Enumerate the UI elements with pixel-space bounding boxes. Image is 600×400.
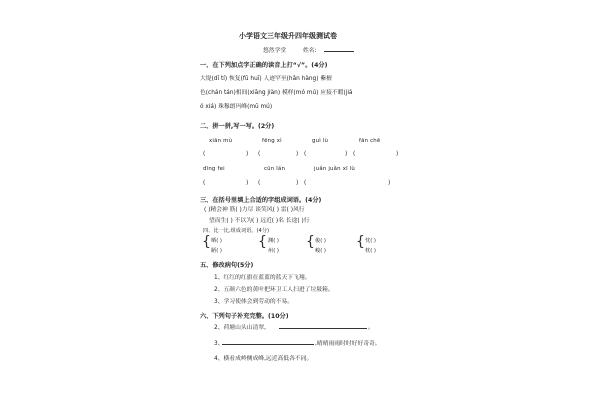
answer-paren-open[interactable]: ( (304, 180, 307, 186)
section-6-heading: 六、下列句子补充完整。(10分) (200, 313, 289, 320)
answer-paren-open[interactable]: ( (203, 151, 206, 157)
s2-pinyin: cūn lán (264, 166, 286, 172)
answer-paren-open[interactable]: ( (203, 180, 206, 186)
fill-in-blank[interactable] (279, 322, 367, 329)
s5-item: 2、五颜六色的黄叶把环卫工人扫进了垃圾箱。 (214, 287, 334, 293)
compare-word: 峻( ) (315, 248, 326, 254)
s1-line-2: 色(chán tán)相间(xiāng jiàn) 模样(mó mú) 应接不暇(jiá (200, 90, 353, 96)
s6-item-prefix: 3、 (214, 341, 224, 347)
answer-paren-open[interactable]: ( (258, 180, 261, 186)
compare-word: 枕( ) (365, 248, 376, 254)
section-4-heading: 四、比一比,组成词语。(4分) (203, 228, 270, 234)
s2-pinyin: juǎn juǎn xī lù (314, 166, 356, 172)
section-2-heading: 二、拼一拼,写一写。(2分) (200, 123, 275, 130)
brace-icon: { (202, 234, 211, 250)
section-1-heading: 一、在下列加点字正确的读音上打“√”。(4分) (200, 62, 328, 69)
answer-paren-close[interactable]: ) (388, 180, 391, 186)
answer-paren-close[interactable]: ) (296, 180, 299, 186)
s6-item-suffix: ,晴晴雨雨时时好好奇奇。 (315, 341, 381, 347)
s1-line-1: 大堤(dī tí) 恢复(fū huī) 人迹罕至(hǎn hàng) 紫檀 (200, 76, 332, 82)
s2-pinyin: fēng xì (262, 138, 282, 144)
answer-paren-open[interactable]: ( (304, 151, 307, 157)
brace-icon: { (356, 234, 365, 250)
s3-line-2: 望而生( ) 不以为( ) 远近( )名 长途( )行 (209, 218, 310, 224)
compare-word: 晒( ) (211, 238, 222, 244)
compare-word: 陋( ) (211, 248, 222, 254)
compare-word: 州( ) (268, 248, 279, 254)
s2-pinyin: guì lù (312, 138, 329, 144)
answer-paren-close[interactable]: ) (246, 180, 249, 186)
s5-item: 1、红红的红旗在蓝蓝的蓝天下飞翔。 (214, 275, 311, 281)
name-blank[interactable] (324, 45, 354, 52)
s6-item-prefix: 2、荷塘山头山清翠, (214, 325, 266, 331)
compare-word: 忱( ) (365, 238, 376, 244)
answer-paren-close[interactable]: ) (246, 151, 249, 157)
compare-word: 渊( ) (268, 238, 279, 244)
s2-pinyin: dīng fei (203, 166, 225, 172)
s5-item: 3、学习使体会到劳动的不易。 (214, 299, 294, 305)
brace-icon: { (306, 234, 315, 250)
brace-icon: { (258, 234, 267, 250)
s1-line-3: ó xiá) 珠穆朗玛峰(mū mú) (200, 104, 273, 110)
s3-line-1: ( )精会神 筋( )力尽 谈笑风( ) 雷( )风行 (204, 207, 305, 213)
answer-paren-close[interactable]: ) (296, 151, 299, 157)
compare-word: 俊( ) (315, 238, 326, 244)
school-name: 悠然学堂 (263, 48, 287, 54)
name-label: 姓名: (303, 48, 317, 54)
fill-in-blank[interactable] (222, 338, 314, 345)
page-title: 小学语文三年级升四年级测试卷 (239, 32, 337, 40)
answer-paren-close[interactable]: ) (396, 151, 399, 157)
s6-item-prefix: 4、横看成岭侧成峰,远近高低各不同。 (214, 356, 313, 362)
answer-paren-open[interactable]: ( (258, 151, 261, 157)
s2-pinyin: fān chē (359, 138, 381, 144)
section-5-heading: 五、修改病句(5分) (200, 262, 254, 269)
s6-item-suffix: 。 (368, 325, 374, 331)
s2-pinyin: xiān mù (209, 138, 233, 144)
answer-paren-open[interactable]: ( (353, 151, 356, 157)
answer-paren-close[interactable]: ) (345, 151, 348, 157)
section-3-heading: 三、在括号里填上合适的字组成词语。(4分) (200, 197, 322, 204)
